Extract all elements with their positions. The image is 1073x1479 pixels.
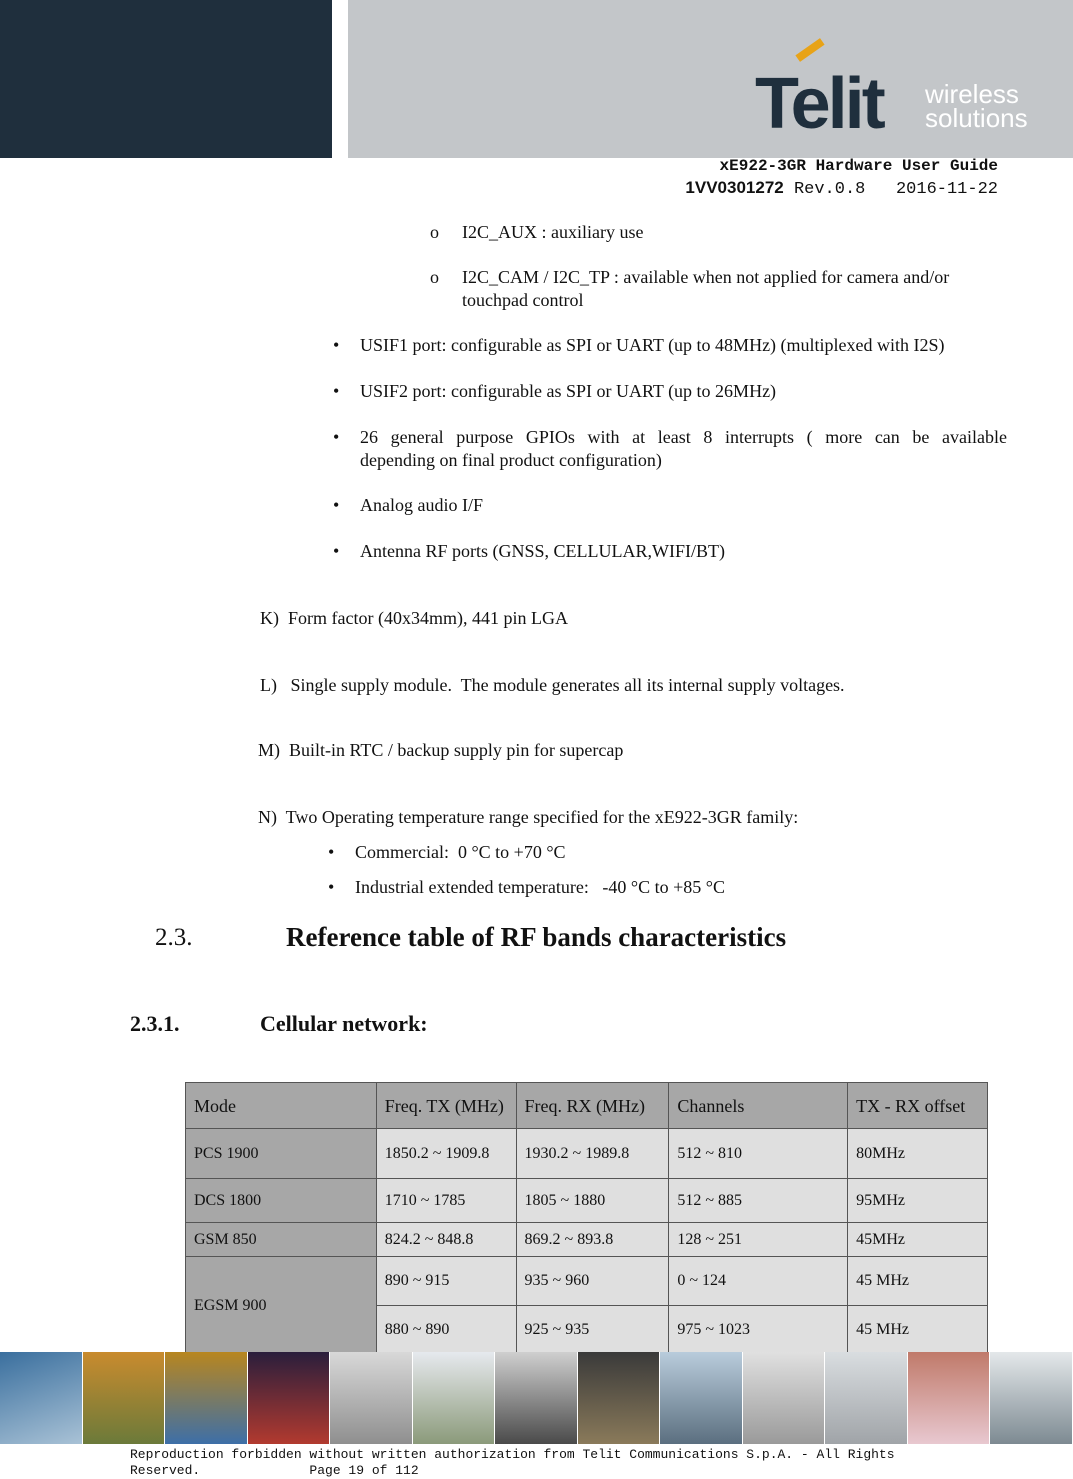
bullet-gpio-cont: depending on final product configuration) [360, 450, 662, 470]
cell-offset: 45 MHz [848, 1306, 988, 1355]
circle-bullet-icon: o [430, 267, 439, 287]
bullet-audio: Analog audio I/F [360, 495, 483, 515]
bullet-icon: • [333, 427, 340, 447]
item-n-temperature: N) Two Operating temperature range specified for the xE922-3GR family: [258, 807, 799, 827]
rf-bands-table [185, 1082, 988, 1355]
footer-photo [413, 1352, 496, 1444]
cell-freq-tx: 880 ~ 890 [376, 1306, 516, 1355]
document-title: xE922-3GR Hardware User Guide [719, 157, 998, 175]
cell-offset: 95MHz [848, 1179, 988, 1223]
cell-channels: 975 ~ 1023 [669, 1306, 848, 1355]
cell-freq-rx: 1805 ~ 1880 [516, 1179, 669, 1223]
footer-photo [660, 1352, 743, 1444]
item-l-supply: L) Single supply module. The module generates all its internal supply voltages. [260, 675, 845, 695]
cell-freq-tx: 824.2 ~ 848.8 [376, 1223, 516, 1257]
sub-bullet-i2c-cam-cont: touchpad control [462, 290, 584, 310]
cell-freq-tx: 890 ~ 915 [376, 1257, 516, 1306]
bullet-antenna: Antenna RF ports (GNSS, CELLULAR,WIFI/BT) [360, 541, 725, 561]
footer-photo [908, 1352, 991, 1444]
bullet-icon: • [328, 842, 335, 862]
header-mode: Mode [186, 1083, 377, 1129]
bullet-usif2: USIF2 port: configurable as SPI or UART (up to 26MHz) [360, 381, 777, 401]
footer-photo [165, 1352, 248, 1444]
footer-photo [495, 1352, 578, 1444]
logo-tagline-1: wireless [925, 79, 1019, 109]
cell-channels: 512 ~ 885 [669, 1179, 848, 1223]
sub-bullet-i2c-aux: I2C_AUX : auxiliary use [462, 222, 644, 242]
footer-photo [825, 1352, 908, 1444]
table-header-row [186, 1083, 988, 1129]
table-row [186, 1179, 988, 1223]
cell-channels: 0 ~ 124 [669, 1257, 848, 1306]
cell-channels: 128 ~ 251 [669, 1223, 848, 1257]
document-revision: Rev.0.8 2016-11-22 [783, 180, 998, 199]
circle-bullet-icon: o [430, 222, 439, 242]
cell-freq-rx: 935 ~ 960 [516, 1257, 669, 1306]
cell-freq-tx: 1710 ~ 1785 [376, 1179, 516, 1223]
cell-mode: EGSM 900 [186, 1257, 377, 1355]
bullet-icon: • [333, 495, 340, 515]
cell-mode: DCS 1800 [186, 1179, 377, 1223]
cell-mode: PCS 1900 [186, 1129, 377, 1179]
cell-offset: 80MHz [848, 1129, 988, 1179]
bullet-usif1: USIF1 port: configurable as SPI or UART (up to 48MHz) (multiplexed with I2S) [360, 335, 945, 355]
logo-wordmark: Telit [755, 64, 883, 144]
subsection-title: Cellular network: [260, 1011, 428, 1036]
table-row [186, 1257, 988, 1306]
header-dark-block [0, 0, 332, 158]
header-freq-rx: Freq. RX (MHz) [516, 1083, 669, 1129]
cell-mode: GSM 850 [186, 1223, 377, 1257]
cell-freq-rx: 869.2 ~ 893.8 [516, 1223, 669, 1257]
bullet-icon: • [333, 381, 340, 401]
sub-bullet-i2c-cam: I2C_CAM / I2C_TP : available when not applied for camera and/or [462, 267, 950, 287]
bullet-icon: • [333, 335, 340, 355]
table-row [186, 1223, 988, 1257]
footer-photo [990, 1352, 1073, 1444]
footer-line-2: Reserved. Page 19 of 112 [130, 1463, 419, 1478]
footer-photo [83, 1352, 166, 1444]
cell-offset: 45MHz [848, 1223, 988, 1257]
temp-industrial: Industrial extended temperature: -40 °C to +85 °C [355, 877, 725, 897]
table-row [186, 1129, 988, 1179]
telit-logo [755, 46, 1045, 146]
logo-tagline [925, 79, 1028, 133]
bullet-icon: • [328, 877, 335, 897]
item-m-rtc: M) Built-in RTC / backup supply pin for supercap [258, 740, 624, 760]
footer-photo [743, 1352, 826, 1444]
cell-offset: 45 MHz [848, 1257, 988, 1306]
bullet-icon: • [333, 541, 340, 561]
header-freq-tx: Freq. TX (MHz) [376, 1083, 516, 1129]
temp-commercial: Commercial: 0 °C to +70 °C [355, 842, 566, 862]
item-k-form-factor: K) Form factor (40x34mm), 441 pin LGA [260, 608, 568, 628]
footer-line-1: Reproduction forbidden without written authorization from Telit Communications S.p.A. - All Rights [130, 1447, 895, 1462]
subsection-number: 2.3.1. [130, 1011, 180, 1036]
footer-photo [248, 1352, 331, 1444]
logo-tagline-2: solutions [925, 103, 1028, 133]
footer-photo [0, 1352, 83, 1444]
footer-photo [330, 1352, 413, 1444]
cell-channels: 512 ~ 810 [669, 1129, 848, 1179]
bullet-gpio: 26 general purpose GPIOs with at least 8 interrupts ( more can be available [360, 427, 1007, 447]
section-number: 2.3. [155, 924, 193, 951]
cell-freq-rx: 1930.2 ~ 1989.8 [516, 1129, 669, 1179]
header-offset: TX - RX offset [848, 1083, 988, 1129]
header-channels: Channels [669, 1083, 848, 1129]
footer-copyright [130, 1447, 895, 1479]
document-code: 1VV0301272 [685, 178, 784, 197]
cell-freq-tx: 1850.2 ~ 1909.8 [376, 1129, 516, 1179]
footer-photo [578, 1352, 661, 1444]
section-title: Reference table of RF bands characteristics [286, 922, 787, 952]
cell-freq-rx: 925 ~ 935 [516, 1306, 669, 1355]
document-meta [685, 178, 998, 199]
footer-photo-strip [0, 1352, 1073, 1444]
